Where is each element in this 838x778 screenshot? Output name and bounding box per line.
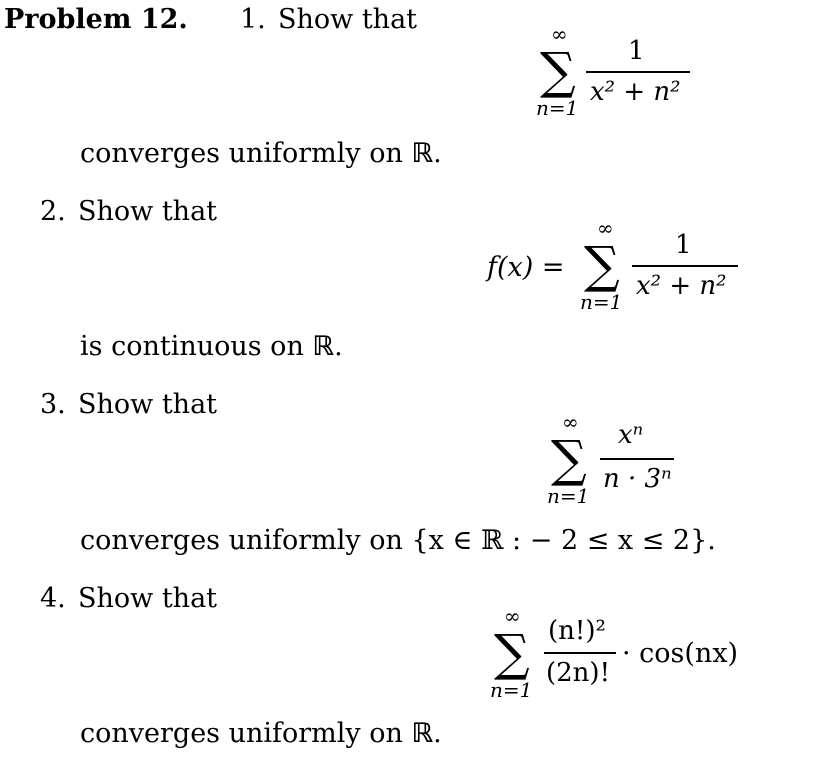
item-3-sum-upper: ∞ xyxy=(562,410,579,434)
item-2-fraction-bar xyxy=(632,265,738,267)
item-2-conclusion xyxy=(80,333,343,360)
item-4-conclusion-end: . xyxy=(433,718,442,749)
item-1-fraction-bar xyxy=(586,71,690,73)
item-4-conclusion-text: converges uniformly on xyxy=(80,718,412,749)
item-2-sigma-symbol: ∑ xyxy=(584,236,620,294)
item-1-sum-lower: n=1 xyxy=(536,96,579,120)
item-4-sum-upper: ∞ xyxy=(504,604,521,628)
item-1-sum-upper: ∞ xyxy=(551,22,568,46)
item-4-lead: Show that xyxy=(78,583,218,614)
item-2-denominator: x² + n² xyxy=(636,271,727,301)
item-4-numerator: (n!)² xyxy=(548,616,606,646)
item-2-lead: Show that xyxy=(78,196,218,227)
item-2-conclusion-set: ℝ xyxy=(312,331,335,362)
item-2-sum-lower: n=1 xyxy=(580,290,623,314)
item-2-sum-upper: ∞ xyxy=(597,216,614,240)
item-1-number: 1. xyxy=(240,4,266,35)
item-1-conclusion-end: . xyxy=(433,138,442,169)
item-1-conclusion xyxy=(80,140,442,167)
item-3-number: 3. xyxy=(40,389,66,420)
item-1-conclusion-text: converges uniformly on xyxy=(80,138,412,169)
item-1-lead: Show that xyxy=(278,4,418,35)
item-4-sum-lower: n=1 xyxy=(490,678,533,702)
item-1-denominator: x² + n² xyxy=(590,77,681,107)
item-3-numerator: xⁿ xyxy=(618,420,644,450)
item-2-function-prefix: f(x) = xyxy=(487,252,565,283)
item-3-conclusion: converges uniformly on {x ∈ ℝ : − 2 ≤ x ≤ 2}. xyxy=(80,525,716,556)
item-4-conclusion-set: ℝ xyxy=(411,718,434,749)
item-4-sigma-symbol: ∑ xyxy=(494,624,530,682)
item-4-denominator: (2n)! xyxy=(546,658,611,688)
item-2-numerator: 1 xyxy=(675,230,692,260)
item-4-conclusion xyxy=(80,720,442,747)
item-3-denominator: n · 3ⁿ xyxy=(603,464,672,494)
problem-heading: Problem 12. xyxy=(4,4,188,35)
item-4-fraction-bar xyxy=(544,652,616,654)
item-2-conclusion-end: . xyxy=(334,331,343,362)
item-4-formula-suffix: · cos(nx) xyxy=(622,638,739,669)
item-1-conclusion-set: ℝ xyxy=(411,138,434,169)
item-4-number: 4. xyxy=(40,583,66,614)
item-2-conclusion-text: is continuous on xyxy=(80,331,313,362)
item-1-sigma-symbol: ∑ xyxy=(540,42,576,100)
item-3-sigma-symbol: ∑ xyxy=(551,430,587,488)
item-1-numerator: 1 xyxy=(628,36,645,66)
item-2-number: 2. xyxy=(40,196,66,227)
item-3-lead: Show that xyxy=(78,389,218,420)
item-3-fraction-bar xyxy=(600,458,674,460)
item-3-sum-lower: n=1 xyxy=(547,484,590,508)
